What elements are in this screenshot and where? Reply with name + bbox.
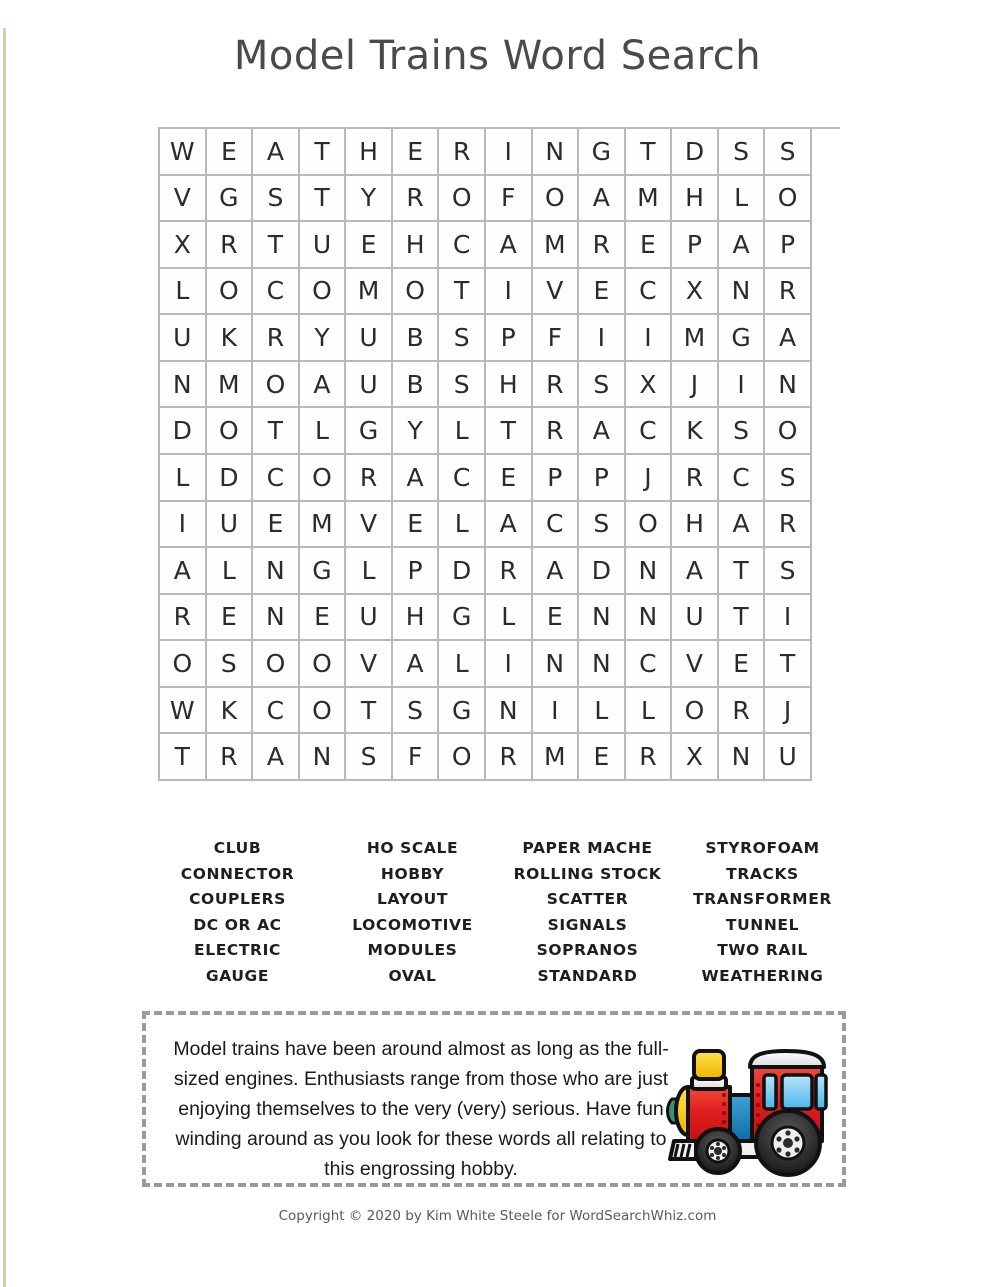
grid-cell[interactable]: Y — [346, 176, 393, 223]
grid-cell[interactable]: H — [486, 362, 533, 409]
grid-cell[interactable]: G — [346, 408, 393, 455]
grid-cell[interactable]: V — [160, 176, 207, 223]
word-list-item[interactable]: MODULES — [367, 941, 458, 960]
grid-cell[interactable]: O — [300, 688, 347, 735]
word-list-item[interactable]: LOCOMOTIVE — [352, 915, 473, 934]
grid-cell[interactable]: J — [626, 455, 673, 502]
word-list-item[interactable]: SOPRANOS — [536, 941, 639, 960]
grid-cell[interactable]: S — [253, 176, 300, 223]
grid-cell[interactable]: R — [765, 502, 812, 549]
grid-cell[interactable]: V — [346, 502, 393, 549]
grid-cell[interactable]: U — [765, 734, 812, 781]
word-list — [150, 836, 850, 990]
word-list-item[interactable]: CONNECTOR — [180, 864, 295, 883]
grid-cell[interactable]: R — [719, 688, 766, 735]
grid-cell[interactable]: K — [672, 408, 719, 455]
grid-cell[interactable]: A — [300, 362, 347, 409]
grid-cell[interactable]: W — [160, 129, 207, 176]
grid-row — [160, 315, 840, 362]
grid-cell[interactable]: O — [207, 408, 254, 455]
grid-cell[interactable]: C — [253, 688, 300, 735]
grid-cell[interactable]: Y — [300, 315, 347, 362]
word-list-item[interactable]: TRANSFORMER — [693, 890, 832, 909]
grid-cell[interactable]: M — [672, 315, 719, 362]
grid-cell[interactable]: S — [719, 129, 766, 176]
grid-row — [160, 129, 840, 176]
grid-cell[interactable]: E — [486, 455, 533, 502]
grid-cell[interactable]: S — [765, 129, 812, 176]
description-text: Model trains have been around almost as long as the full-sized engines. Enthusiasts range from those who are just enjoying themselves to the very (very) serious. Have fun winding around as you look for these words all relating to this engrossing hobby. — [173, 1038, 669, 1180]
grid-cell[interactable]: N — [626, 548, 673, 595]
grid-cell[interactable]: S — [579, 362, 626, 409]
grid-cell[interactable]: I — [579, 315, 626, 362]
grid-cell[interactable]: E — [533, 595, 580, 642]
grid-row — [160, 362, 840, 409]
word-list-item[interactable]: HOBBY — [380, 864, 445, 883]
grid-cell[interactable]: D — [579, 548, 626, 595]
grid-cell[interactable]: C — [253, 455, 300, 502]
grid-cell[interactable]: C — [533, 502, 580, 549]
grid-cell[interactable]: A — [533, 548, 580, 595]
grid-cell[interactable]: M — [533, 222, 580, 269]
grid-cell[interactable]: E — [346, 222, 393, 269]
grid-cell[interactable]: X — [626, 362, 673, 409]
grid-cell[interactable]: O — [439, 176, 486, 223]
grid-cell[interactable]: R — [207, 734, 254, 781]
grid-cell[interactable]: I — [765, 595, 812, 642]
grid-cell[interactable]: W — [160, 688, 207, 735]
grid-cell[interactable]: L — [579, 688, 626, 735]
grid-cell[interactable]: O — [765, 176, 812, 223]
grid-cell[interactable]: O — [765, 408, 812, 455]
grid-cell[interactable]: R — [253, 315, 300, 362]
copyright-text: Copyright © 2020 by Kim White Steele for WordSearchWhiz.com — [278, 1208, 717, 1224]
grid-cell[interactable]: G — [439, 595, 486, 642]
grid-cell[interactable]: T — [346, 688, 393, 735]
grid-cell[interactable]: M — [207, 362, 254, 409]
grid-cell[interactable]: T — [719, 548, 766, 595]
description-box — [142, 1011, 846, 1187]
grid-cell[interactable]: R — [486, 734, 533, 781]
grid-row — [160, 455, 840, 502]
grid-row — [160, 595, 840, 642]
grid-cell[interactable]: T — [300, 129, 347, 176]
grid-cell[interactable]: G — [300, 548, 347, 595]
grid-cell[interactable]: G — [719, 315, 766, 362]
word-list-column — [500, 836, 675, 990]
grid-cell[interactable]: M — [300, 502, 347, 549]
grid-cell[interactable]: A — [486, 502, 533, 549]
grid-cell[interactable]: G — [439, 688, 486, 735]
grid-cell[interactable]: L — [207, 548, 254, 595]
grid-cell[interactable]: C — [439, 455, 486, 502]
grid-cell[interactable]: E — [393, 129, 440, 176]
grid-row — [160, 502, 840, 549]
grid-cell[interactable]: N — [579, 641, 626, 688]
grid-cell[interactable]: R — [533, 408, 580, 455]
grid-cell[interactable]: O — [672, 688, 719, 735]
grid-cell[interactable]: M — [346, 269, 393, 316]
word-list-item[interactable]: GAUGE — [205, 966, 270, 985]
grid-cell[interactable]: R — [765, 269, 812, 316]
grid-cell[interactable]: K — [207, 688, 254, 735]
word-list-item[interactable]: CLUB — [213, 839, 262, 857]
word-list-item[interactable]: PAPER MACHE — [522, 839, 653, 857]
grid-cell[interactable]: N — [253, 595, 300, 642]
grid-cell[interactable]: I — [486, 129, 533, 176]
grid-cell[interactable]: U — [672, 595, 719, 642]
grid-cell[interactable]: I — [486, 269, 533, 316]
grid-cell[interactable]: H — [672, 502, 719, 549]
grid-cell[interactable]: N — [533, 641, 580, 688]
grid-cell[interactable]: N — [765, 362, 812, 409]
grid-cell[interactable]: I — [533, 688, 580, 735]
word-list-item[interactable]: OVAL — [388, 966, 437, 985]
grid-cell[interactable]: G — [207, 176, 254, 223]
grid-cell[interactable]: R — [486, 548, 533, 595]
grid-cell[interactable]: L — [160, 455, 207, 502]
description-inner — [146, 1015, 842, 1183]
grid-cell[interactable]: O — [439, 734, 486, 781]
grid-cell[interactable]: R — [533, 362, 580, 409]
word-list-item[interactable]: ROLLING STOCK — [513, 864, 662, 883]
grid-cell[interactable]: C — [626, 269, 673, 316]
grid-cell[interactable]: E — [626, 222, 673, 269]
grid-cell[interactable]: N — [533, 129, 580, 176]
grid-cell[interactable]: O — [626, 502, 673, 549]
grid-cell[interactable]: R — [439, 129, 486, 176]
grid-cell[interactable]: N — [719, 269, 766, 316]
grid-cell[interactable]: I — [160, 502, 207, 549]
grid-cell[interactable]: L — [486, 595, 533, 642]
grid-cell[interactable]: J — [672, 362, 719, 409]
word-search-grid[interactable] — [158, 127, 840, 781]
word-list-column — [150, 836, 325, 990]
grid-cell[interactable]: A — [160, 548, 207, 595]
grid-cell[interactable]: N — [579, 595, 626, 642]
grid-cell[interactable]: U — [346, 315, 393, 362]
word-list-item[interactable]: TUNNEL — [725, 915, 800, 934]
grid-cell[interactable]: N — [300, 734, 347, 781]
grid-cell[interactable]: S — [765, 455, 812, 502]
grid-cell[interactable]: E — [300, 595, 347, 642]
grid-row — [160, 408, 840, 455]
grid-cell[interactable]: R — [626, 734, 673, 781]
word-list-column — [325, 836, 500, 990]
grid-row — [160, 688, 840, 735]
grid-cell[interactable]: U — [346, 362, 393, 409]
grid-cell[interactable]: H — [672, 176, 719, 223]
grid-cell[interactable]: R — [346, 455, 393, 502]
word-list-item[interactable]: STANDARD — [537, 966, 638, 985]
grid-cell[interactable]: T — [765, 641, 812, 688]
grid-cell[interactable]: V — [346, 641, 393, 688]
grid-cell[interactable]: S — [765, 548, 812, 595]
grid-cell[interactable]: E — [207, 595, 254, 642]
grid-cell[interactable]: D — [207, 455, 254, 502]
grid-row — [160, 641, 840, 688]
grid-cell[interactable]: N — [486, 688, 533, 735]
grid-cell[interactable]: I — [719, 362, 766, 409]
grid-cell[interactable]: L — [346, 548, 393, 595]
grid-cell[interactable]: C — [439, 222, 486, 269]
grid-cell[interactable]: R — [393, 176, 440, 223]
grid-cell[interactable]: E — [207, 129, 254, 176]
word-list-item[interactable]: HO SCALE — [366, 839, 459, 857]
grid-cell[interactable]: B — [393, 362, 440, 409]
word-list-item[interactable]: COUPLERS — [189, 890, 286, 909]
grid-cell[interactable]: T — [253, 222, 300, 269]
grid-cell[interactable]: A — [579, 176, 626, 223]
grid-cell[interactable]: N — [626, 595, 673, 642]
grid-cell[interactable]: M — [626, 176, 673, 223]
page-title: Model Trains Word Search — [233, 33, 762, 79]
grid-cell[interactable]: X — [160, 222, 207, 269]
grid-cell[interactable]: S — [719, 408, 766, 455]
grid-cell[interactable]: T — [439, 269, 486, 316]
grid-cell[interactable]: E — [719, 641, 766, 688]
word-list-item[interactable]: STYROFOAM — [705, 839, 820, 857]
grid-cell[interactable]: N — [253, 548, 300, 595]
grid-row — [160, 548, 840, 595]
grid-cell[interactable]: H — [393, 595, 440, 642]
grid-cell[interactable]: O — [253, 362, 300, 409]
grid-cell[interactable]: O — [207, 269, 254, 316]
grid-cell[interactable]: R — [579, 222, 626, 269]
grid-cell[interactable]: U — [207, 502, 254, 549]
grid-cell[interactable]: N — [160, 362, 207, 409]
grid-cell[interactable]: S — [346, 734, 393, 781]
grid-cell[interactable]: R — [672, 455, 719, 502]
grid-cell[interactable]: D — [439, 548, 486, 595]
grid-cell[interactable]: O — [300, 269, 347, 316]
word-list-item[interactable]: TWO RAIL — [717, 941, 808, 960]
grid-cell[interactable]: U — [160, 315, 207, 362]
grid-cell[interactable]: P — [765, 222, 812, 269]
grid-cell[interactable]: J — [765, 688, 812, 735]
grid-cell[interactable]: T — [253, 408, 300, 455]
grid-cell[interactable]: H — [393, 222, 440, 269]
grid-cell[interactable]: A — [393, 455, 440, 502]
grid-cell[interactable]: O — [300, 641, 347, 688]
grid-cell[interactable]: S — [439, 362, 486, 409]
grid-cell[interactable]: N — [719, 734, 766, 781]
grid-cell[interactable]: S — [393, 688, 440, 735]
grid-cell[interactable]: E — [393, 502, 440, 549]
grid-cell[interactable]: F — [533, 315, 580, 362]
grid-cell[interactable]: A — [719, 502, 766, 549]
grid-cell[interactable]: A — [765, 315, 812, 362]
grid-cell[interactable]: Y — [393, 408, 440, 455]
grid-cell[interactable]: A — [672, 548, 719, 595]
grid-cell[interactable]: R — [207, 222, 254, 269]
grid-cell[interactable]: A — [579, 408, 626, 455]
grid-cell[interactable]: D — [160, 408, 207, 455]
grid-cell[interactable]: L — [300, 408, 347, 455]
grid-cell[interactable]: A — [253, 129, 300, 176]
grid-cell[interactable]: T — [300, 176, 347, 223]
grid-cell[interactable]: T — [719, 595, 766, 642]
grid-cell[interactable]: B — [393, 315, 440, 362]
grid-cell[interactable]: L — [439, 408, 486, 455]
grid-cell[interactable]: C — [626, 641, 673, 688]
train-locomotive-icon — [666, 1029, 834, 1177]
word-list-item[interactable]: DC OR AC — [193, 915, 282, 934]
grid-cell[interactable]: O — [160, 641, 207, 688]
word-list-item[interactable]: SCATTER — [546, 890, 629, 909]
grid-cell[interactable]: P — [533, 455, 580, 502]
word-list-item[interactable]: ELECTRIC — [194, 941, 281, 960]
word-list-item[interactable]: SIGNALS — [547, 915, 628, 934]
grid-cell[interactable]: I — [486, 641, 533, 688]
grid-cell[interactable]: T — [160, 734, 207, 781]
grid-cell[interactable]: K — [207, 315, 254, 362]
grid-cell[interactable]: X — [672, 734, 719, 781]
grid-cell[interactable]: P — [486, 315, 533, 362]
grid-cell[interactable]: U — [346, 595, 393, 642]
grid-cell[interactable]: S — [207, 641, 254, 688]
word-list-item[interactable]: TRACKS — [726, 864, 799, 883]
grid-cell[interactable]: T — [486, 408, 533, 455]
grid-cell[interactable]: C — [253, 269, 300, 316]
grid-cell[interactable]: S — [579, 502, 626, 549]
grid-row — [160, 734, 840, 781]
grid-cell[interactable]: F — [486, 176, 533, 223]
grid-cell[interactable]: I — [626, 315, 673, 362]
grid-cell[interactable]: P — [672, 222, 719, 269]
grid-cell[interactable]: E — [253, 502, 300, 549]
grid-cell[interactable]: G — [579, 129, 626, 176]
grid-cell[interactable]: L — [626, 688, 673, 735]
word-list-item[interactable]: WEATHERING — [701, 966, 824, 985]
grid-cell[interactable]: O — [253, 641, 300, 688]
grid-cell[interactable]: L — [719, 176, 766, 223]
grid-cell[interactable]: P — [579, 455, 626, 502]
grid-cell[interactable]: X — [672, 269, 719, 316]
grid-cell[interactable]: O — [393, 269, 440, 316]
grid-cell[interactable]: E — [579, 734, 626, 781]
grid-cell[interactable]: F — [393, 734, 440, 781]
grid-cell[interactable]: A — [719, 222, 766, 269]
grid-cell[interactable]: A — [486, 222, 533, 269]
grid-cell[interactable]: S — [439, 315, 486, 362]
grid-row — [160, 269, 840, 316]
grid-cell[interactable]: A — [393, 641, 440, 688]
grid-cell[interactable]: R — [160, 595, 207, 642]
grid-cell[interactable]: U — [300, 222, 347, 269]
grid-cell[interactable]: O — [533, 176, 580, 223]
grid-cell[interactable]: C — [626, 408, 673, 455]
word-list-column — [675, 836, 850, 990]
grid-cell[interactable]: L — [160, 269, 207, 316]
grid-row — [160, 222, 840, 269]
grid-cell[interactable]: P — [393, 548, 440, 595]
grid-row — [160, 176, 840, 223]
grid-cell[interactable]: V — [672, 641, 719, 688]
grid-cell[interactable]: H — [346, 129, 393, 176]
grid-cell[interactable]: A — [253, 734, 300, 781]
grid-cell[interactable]: L — [439, 641, 486, 688]
grid-cell[interactable]: C — [719, 455, 766, 502]
grid-cell[interactable]: T — [626, 129, 673, 176]
grid-cell[interactable]: L — [439, 502, 486, 549]
grid-cell[interactable]: M — [533, 734, 580, 781]
grid-cell[interactable]: E — [579, 269, 626, 316]
grid-cell[interactable]: D — [672, 129, 719, 176]
word-list-item[interactable]: LAYOUT — [377, 890, 448, 909]
grid-cell[interactable]: O — [300, 455, 347, 502]
grid-cell[interactable]: V — [533, 269, 580, 316]
